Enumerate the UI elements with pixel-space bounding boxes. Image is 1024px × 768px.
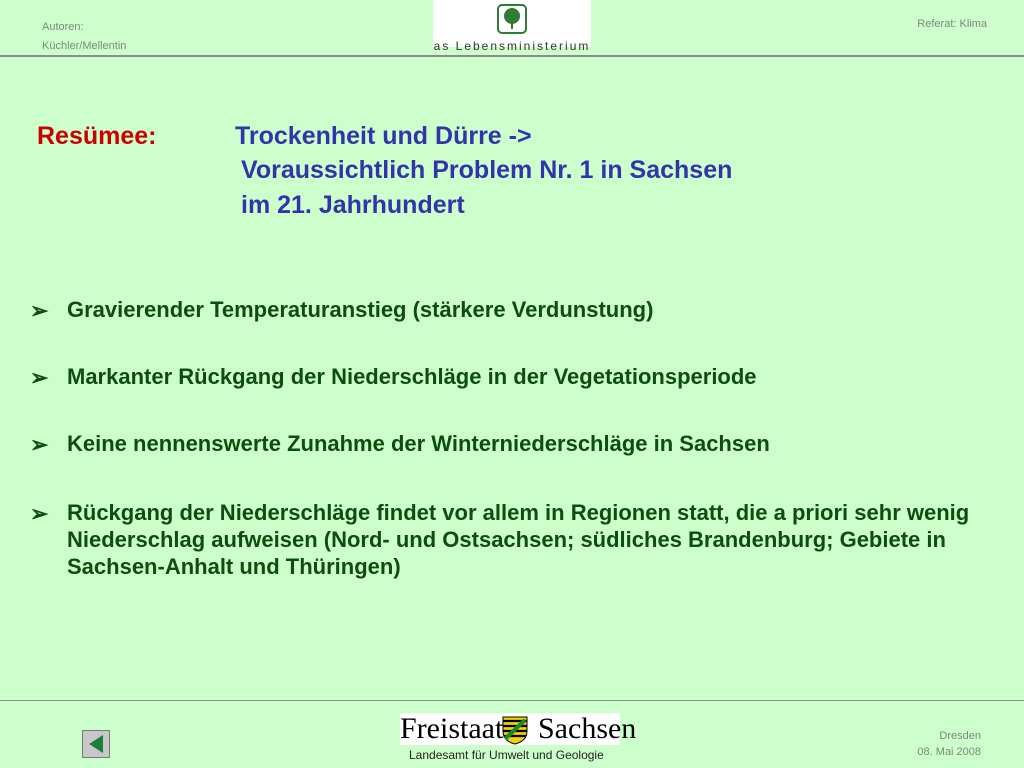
freistaat-sachsen-logo xyxy=(400,712,637,745)
triangle-left-icon xyxy=(83,731,109,757)
authors-label: Autoren: xyxy=(42,21,84,33)
arrow-bullet-icon: ➢ xyxy=(30,501,49,526)
back-button[interactable] xyxy=(82,730,110,758)
bullet-item xyxy=(30,296,990,323)
bullet-list xyxy=(30,296,990,580)
leaf-icon xyxy=(497,4,527,34)
bullet-item xyxy=(30,430,990,457)
header-divider xyxy=(0,55,1024,57)
title-line-1: Trockenheit und Dürre -> xyxy=(235,122,532,150)
footer-place-date xyxy=(917,728,981,760)
bullet-item xyxy=(30,363,990,390)
arrow-bullet-icon: ➢ xyxy=(30,298,49,323)
authors-names: Küchler/Mellentin xyxy=(42,40,127,52)
ministry-logo-text: as Lebensministerium xyxy=(433,39,591,53)
header-authors xyxy=(42,18,126,56)
footer-divider xyxy=(0,700,1024,701)
logo-word-freistaat: Freistaat xyxy=(400,712,504,745)
bullet-text: Rückgang der Niederschläge findet vor allem in Regionen statt, die a priori sehr wenig Niederschlag aufweisen (Nord- und Ostsachsen; südliches Brandenburg; Gebiete in Sachsen-Anhalt und Thüringen) xyxy=(67,500,970,579)
title-line-3: im 21. Jahrhundert xyxy=(241,191,465,219)
institution-name: Landesamt für Umwelt und Geologie xyxy=(409,748,604,762)
bullet-item xyxy=(30,499,990,580)
bullet-text: Gravierender Temperaturanstieg (stärkere Verdunstung) xyxy=(67,297,654,322)
footer-date: 08. Mai 2008 xyxy=(917,746,981,758)
bullet-text: Keine nennenswerte Zunahme der Winterniederschläge in Sachsen xyxy=(67,431,770,456)
saxony-crest-icon xyxy=(500,715,530,745)
header-topic: Referat: Klima xyxy=(917,18,987,30)
title-label: Resümee: xyxy=(37,122,157,150)
footer-place: Dresden xyxy=(939,730,981,742)
arrow-bullet-icon: ➢ xyxy=(30,365,49,390)
bullet-text: Markanter Rückgang der Niederschläge in der Vegetationsperiode xyxy=(67,364,757,389)
ministry-logo xyxy=(433,0,591,53)
logo-word-sachsen: Sachsen xyxy=(538,712,637,745)
title-line-2: Voraussichtlich Problem Nr. 1 in Sachsen xyxy=(241,156,733,184)
arrow-bullet-icon: ➢ xyxy=(30,432,49,457)
